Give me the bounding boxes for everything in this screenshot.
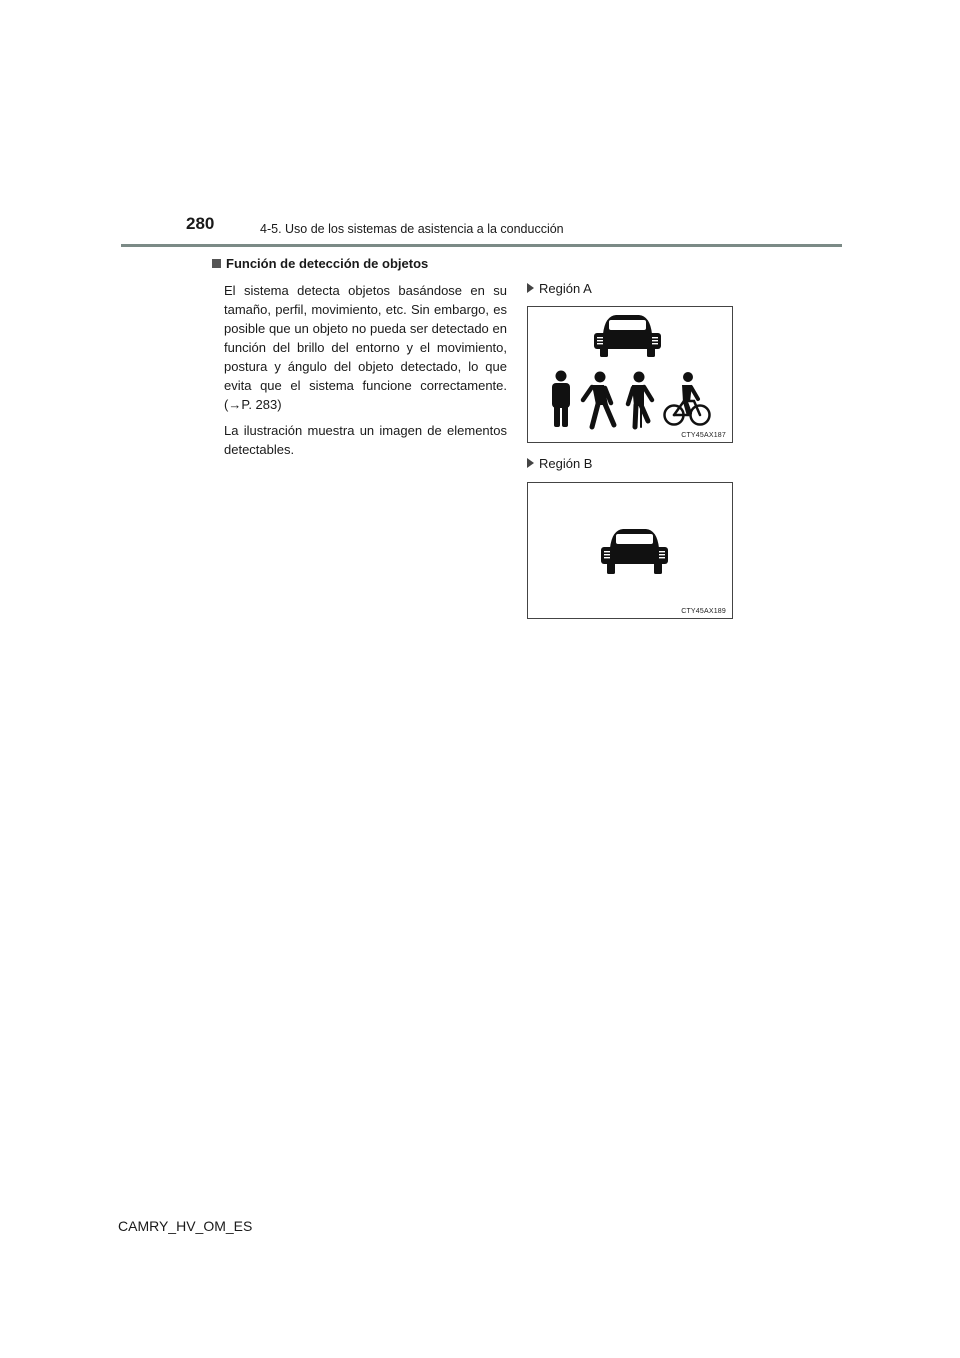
paragraph-detection: El sistema detecta objetos basándose en su tamaño, perfil, movimiento, etc. Sin embargo, es posible que un objeto no pueda ser detectado en función del brillo del entorno y el movimiento, postura y ángulo del objeto detectado, lo que evita que el sistema funcione correctamente. (→P. 283) [224, 283, 507, 412]
region-b-figure [527, 482, 733, 619]
standing-pedestrian-icon [552, 371, 570, 428]
region-b-illustration [528, 483, 732, 618]
section-title: 4-5. Uso de los sistemas de asistencia a la conducción [260, 222, 564, 236]
figures-column [527, 279, 733, 619]
pedestrian-icon [628, 372, 652, 428]
heading-text: Función de detección de objetos [226, 256, 429, 271]
region-a-label-text: Región A [539, 280, 592, 296]
region-b-figure-code: CTY45AX189 [681, 608, 726, 615]
car-icon [594, 315, 661, 357]
footer-doc-id: CAMRY_HV_OM_ES [118, 1218, 253, 1234]
region-a-illustration [528, 307, 732, 442]
region-b-label-text: Región B [539, 455, 593, 471]
header-rule [121, 244, 842, 247]
triangle-bullet-icon [527, 458, 534, 468]
page-number: 280 [186, 214, 215, 233]
car-icon [601, 529, 668, 574]
walking-pedestrian-icon [583, 372, 614, 428]
body-text-column [212, 256, 507, 466]
triangle-bullet-icon [527, 283, 534, 293]
region-a-figure [527, 306, 733, 443]
region-a-label [527, 279, 733, 297]
region-a-figure-code: CTY45AX187 [681, 432, 726, 439]
cyclist-icon [665, 372, 710, 425]
square-bullet-icon [212, 259, 221, 268]
region-b-label [527, 454, 733, 472]
paragraph-illustration: La ilustración muestra un imagen de elementos detectables. [224, 423, 507, 457]
section-heading [212, 256, 507, 271]
